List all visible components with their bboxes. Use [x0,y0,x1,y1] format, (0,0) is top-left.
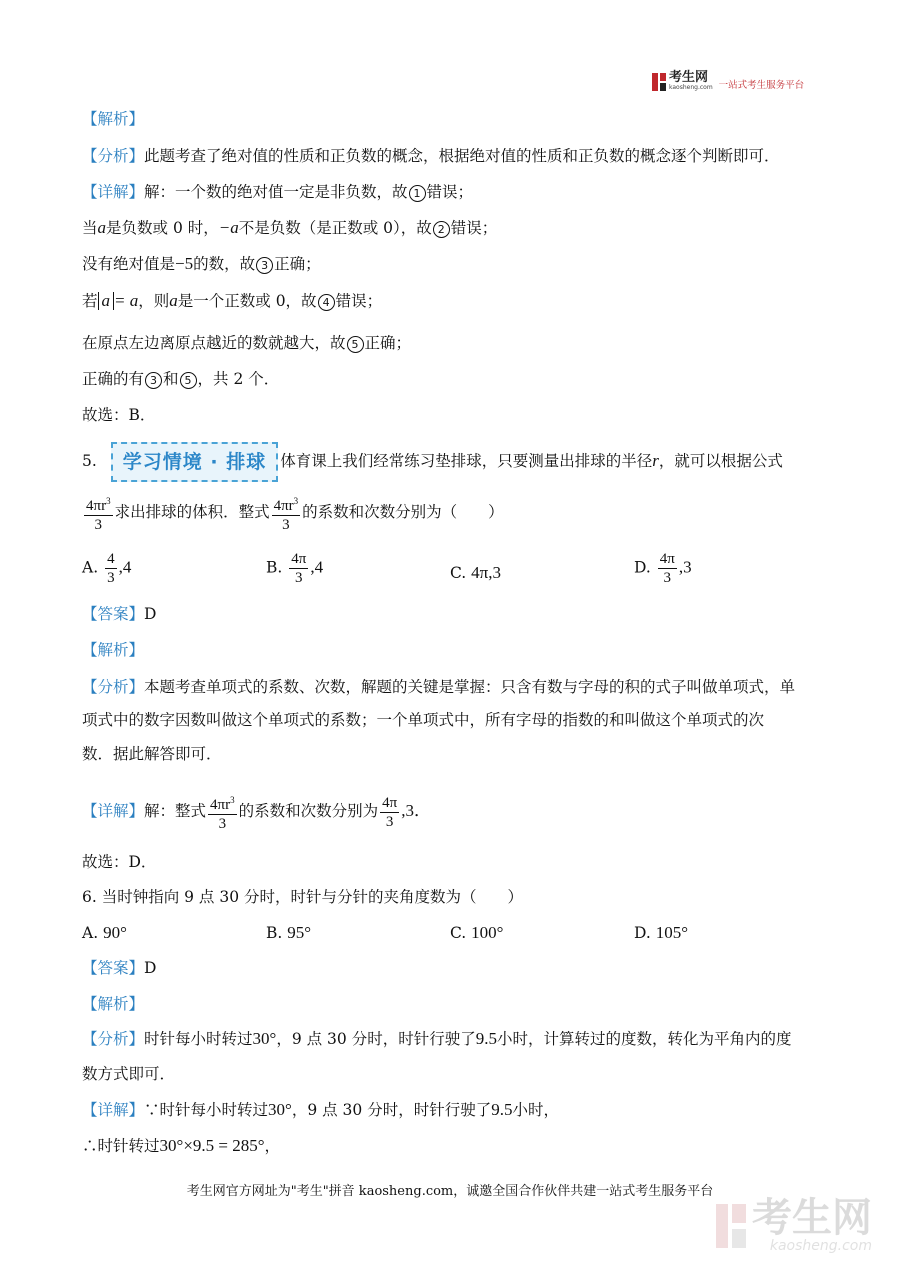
q4-detail-line3: 没有绝对值是−5的数，故 3 正确； [82,254,321,273]
q4-answer: 故选：B． [82,406,156,424]
fraction: $\frac{4\pi r^3}{3}$ [208,791,237,833]
q6-detail-line2: ∴时针转过30°×9.5 = 285°， [82,1136,281,1155]
q6-jiexi-tag: 【解析】 [82,995,145,1013]
q5-option-a: A. $\frac{4}{3}$ ,4 [82,551,132,586]
q4-detail-line5: 在原点左边离原点越近的数就越大，故 5 正确； [82,334,412,352]
circled-number: 3 [256,257,273,274]
q6-analysis-line2: 数方式即可． [82,1065,176,1083]
q4-detail-line6: 正确的有 3 和 5 ，共 2 个． [82,370,280,388]
q5-analysis-line1: 【分析】本题考查单项式的系数、次数，解题的关键是掌握：只含有数与字母的积的式子叫做单项式，单 [82,678,796,696]
brand-name: 考生网 [669,70,709,85]
q6-option-b: B. 95° [266,923,312,942]
q6-option-c: C. 100° [450,923,504,942]
watermark-url: kaosheng.com [769,1238,872,1254]
q4-jiexi-tag: 【解析】 [82,110,145,128]
q5-jiexi-tag: 【解析】 [82,641,145,659]
circled-number: 5 [180,372,197,389]
q5-final-answer: 故选：D． [82,853,157,871]
q5-analysis-line3: 数．据此解答即可． [82,745,222,763]
q6-answer: 【答案】D [82,959,157,977]
q4-detail-line1: 【详解】解：一个数的绝对值一定是非负数，故 1 错误； [82,183,474,201]
q5-option-d: D. $\frac{4\pi}{3}$ ,3 [634,551,692,586]
q5-stem-line2: $\frac{4\pi r^3}{3}$ 求出排球的体积．整式 $\frac{4\pi r^3}{3}$ 的系数和次数分别为（ ） [82,492,504,534]
q5-stem-line1: 5. 学习情境 · 排球 体育课上我们经常练习垫排球，只要测量出排球的半径r，就可以根据公式 [82,442,783,482]
circled-number: 2 [433,221,450,238]
brand-slogan: 一站式考生服务平台 [718,79,805,91]
q5-detail: 【详解】解：整式 $\frac{4\pi r^3}{3}$ 的系数和次数分别为 $\frac{4\pi}{3}$ ,3． [82,791,431,833]
page-footer: 考生网官方网址为"考生"拼音 kaosheng.com，诚邀全国合作伙伴共建一站式考生服务平台 [186,1184,714,1199]
q4-analysis: 【分析】此题考查了绝对值的性质和正负数的概念，根据绝对值的性质和正负数的概念逐个判断即可． [82,147,780,165]
watermark-logo-icon [716,1204,746,1248]
brand-url: kaosheng.com [669,84,713,91]
header-logo [652,72,804,91]
fraction: $\frac{4\pi r^3}{3}$ [84,492,113,534]
q4-detail-line4: 若 a = a，则a是一个正数或 0，故 4 错误； [82,291,383,310]
circled-number: 5 [347,336,364,353]
q6-option-d: D. 105° [634,923,689,942]
circled-number: 1 [409,185,426,202]
absolute-value: a [98,292,115,310]
q6-detail-line1: 【详解】∵时针每小时转过30°，9 点 30 分时，时针行驶了9.5小时， [82,1100,559,1119]
q6-option-a: A. 90° [82,923,127,942]
watermark [716,1195,872,1254]
circled-number: 4 [318,294,335,311]
q5-option-b: B. $\frac{4\pi}{3}$ ,4 [266,551,324,586]
circled-number: 3 [145,372,162,389]
fraction: $\frac{4\pi}{3}$ [382,794,398,830]
q5-option-c: C. 4π,3 [450,563,502,582]
kaosheng-logo-icon [652,73,666,91]
watermark-text: 考生网 [752,1195,872,1241]
q6-stem: 6. 当时钟指向 9 点 30 分时，时针与分针的夹角度数为（ ） [82,888,524,906]
q4-detail-line2: 当a是负数或 0 时，−a不是负数（是正数或 0），故 2 错误； [82,218,498,237]
q6-analysis-line1: 【分析】时针每小时转过30°，9 点 30 分时，时针行驶了9.5小时，计算转过的度数，转化为平角内的度 [82,1029,792,1048]
fraction: $\frac{4\pi r^3}{3}$ [272,492,301,534]
context-label: 学习情境 · 排球 [111,442,278,482]
q5-answer: 【答案】D [82,605,157,623]
q5-analysis-line2: 项式中的数字因数叫做这个单项式的系数；一个单项式中，所有字母的指数的和叫做这个单项式的次 [82,711,765,729]
